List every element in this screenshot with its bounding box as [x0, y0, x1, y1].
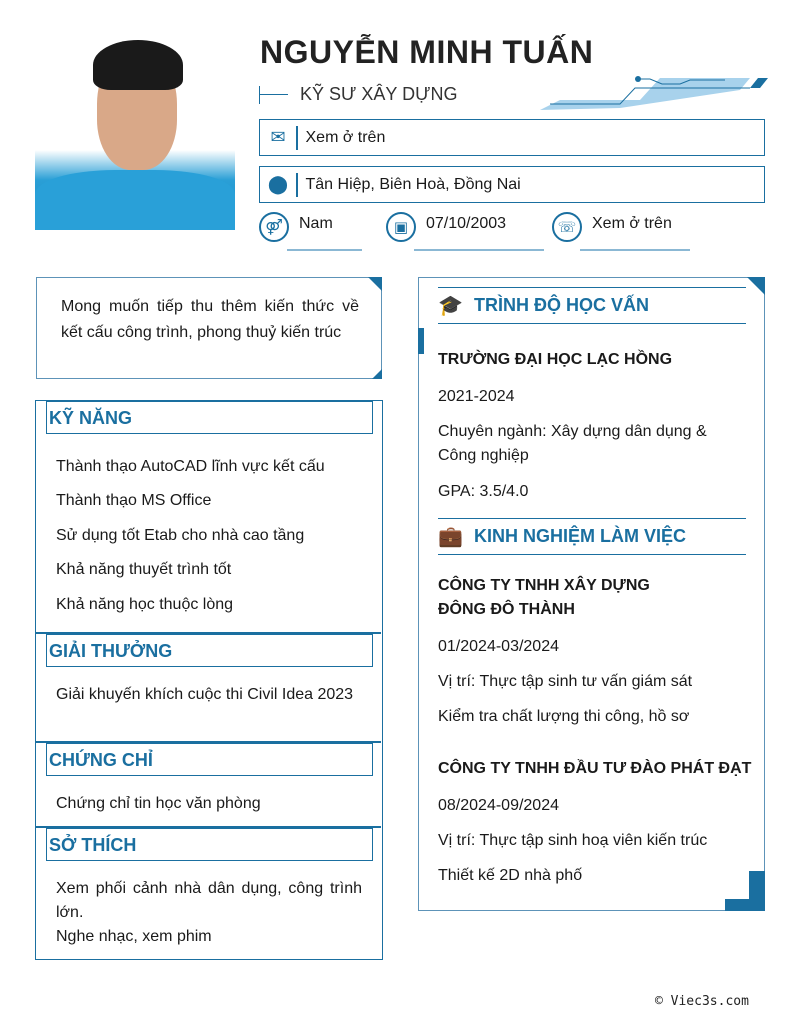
company-name: CÔNG TY TNHH ĐẦU TƯ ĐÀO PHÁT ĐẠT [438, 760, 752, 777]
footer-credit: © Viec3s.com [655, 994, 749, 1009]
address-field: ⬤ Tân Hiệp, Biên Hoà, Đồng Nai [259, 166, 765, 203]
job-description: Kiểm tra chất lượng thi công, hồ sơ [438, 708, 690, 725]
title-connector-decoration [259, 86, 291, 104]
gender-info: ⚤ Nam [259, 212, 333, 242]
job-position: Vị trí: Thực tập sinh hoạ viên kiến trúc [438, 832, 708, 849]
award-item: Giải khuyến khích cuộc thi Civil Idea 2023 [56, 686, 354, 703]
job-period: 08/2024-09/2024 [438, 797, 559, 814]
skill-item: Thành thạo AutoCAD lĩnh vực kết cấu [56, 458, 325, 475]
company-name: CÔNG TY TNHH XÂY DỰNG ĐÔNG ĐÔ THÀNH [438, 577, 650, 618]
hobby-item: Xem phối cảnh nhà dân dụng, công trình lớn. [56, 880, 362, 921]
skill-item: Khả năng thuyết trình tốt [56, 561, 232, 578]
objective-panel [36, 277, 382, 379]
email-field: ✉ Xem ở trên [259, 119, 765, 156]
circuit-decoration [540, 74, 770, 114]
phone-info: ☏ Xem ở trên [552, 212, 672, 242]
job-title: KỸ SƯ XÂY DỰNG [300, 84, 458, 104]
certificate-item: Chứng chỉ tin học văn phòng [56, 795, 261, 812]
certificates-heading: CHỨNG CHỈ [46, 743, 373, 776]
education-years: 2021-2024 [438, 388, 515, 405]
skill-item: Thành thạo MS Office [56, 492, 212, 509]
skill-item: Sử dụng tốt Etab cho nhà cao tầng [56, 527, 305, 544]
gender-icon: ⚤ [259, 212, 289, 242]
graduation-cap-icon: 🎓 [438, 295, 463, 317]
education-major: Chuyên ngành: Xây dựng dân dụng & Công nghiệp [438, 423, 707, 464]
briefcase-icon: 💼 [438, 526, 463, 548]
calendar-icon: ▣ [386, 212, 416, 242]
candidate-name: NGUYỄN MINH TUẤN [260, 34, 594, 70]
birthday-info: ▣ 07/10/2003 [386, 212, 506, 242]
phone-icon: ☏ [552, 212, 582, 242]
school-name: TRƯỜNG ĐẠI HỌC LẠC HỒNG [438, 351, 673, 368]
education-heading: 🎓 TRÌNH ĐỘ HỌC VẤN [438, 287, 746, 324]
education-gpa: GPA: 3.5/4.0 [438, 483, 529, 500]
skills-heading: KỸ NĂNG [46, 401, 373, 434]
job-description: Thiết kế 2D nhà phố [438, 867, 583, 884]
awards-heading: GIẢI THƯỞNG [46, 634, 373, 667]
location-pin-icon: ⬤ [267, 174, 289, 194]
profile-photo [35, 30, 235, 230]
right-column [418, 277, 765, 911]
envelope-icon: ✉ [270, 127, 286, 147]
left-column [35, 400, 383, 960]
job-position: Vị trí: Thực tập sinh tư vấn giám sát [438, 673, 693, 690]
objective-text: Mong muốn tiếp thu thêm kiến thức về kết cấu công trình, phong thuỷ kiến trúc [61, 298, 359, 341]
experience-heading: 💼 KINH NGHIỆM LÀM VIỆC [438, 518, 746, 555]
job-period: 01/2024-03/2024 [438, 638, 559, 655]
hobby-item: Nghe nhạc, xem phim [56, 928, 212, 945]
hobbies-heading: SỞ THÍCH [46, 828, 373, 861]
skill-item: Khả năng học thuộc lòng [56, 596, 234, 613]
